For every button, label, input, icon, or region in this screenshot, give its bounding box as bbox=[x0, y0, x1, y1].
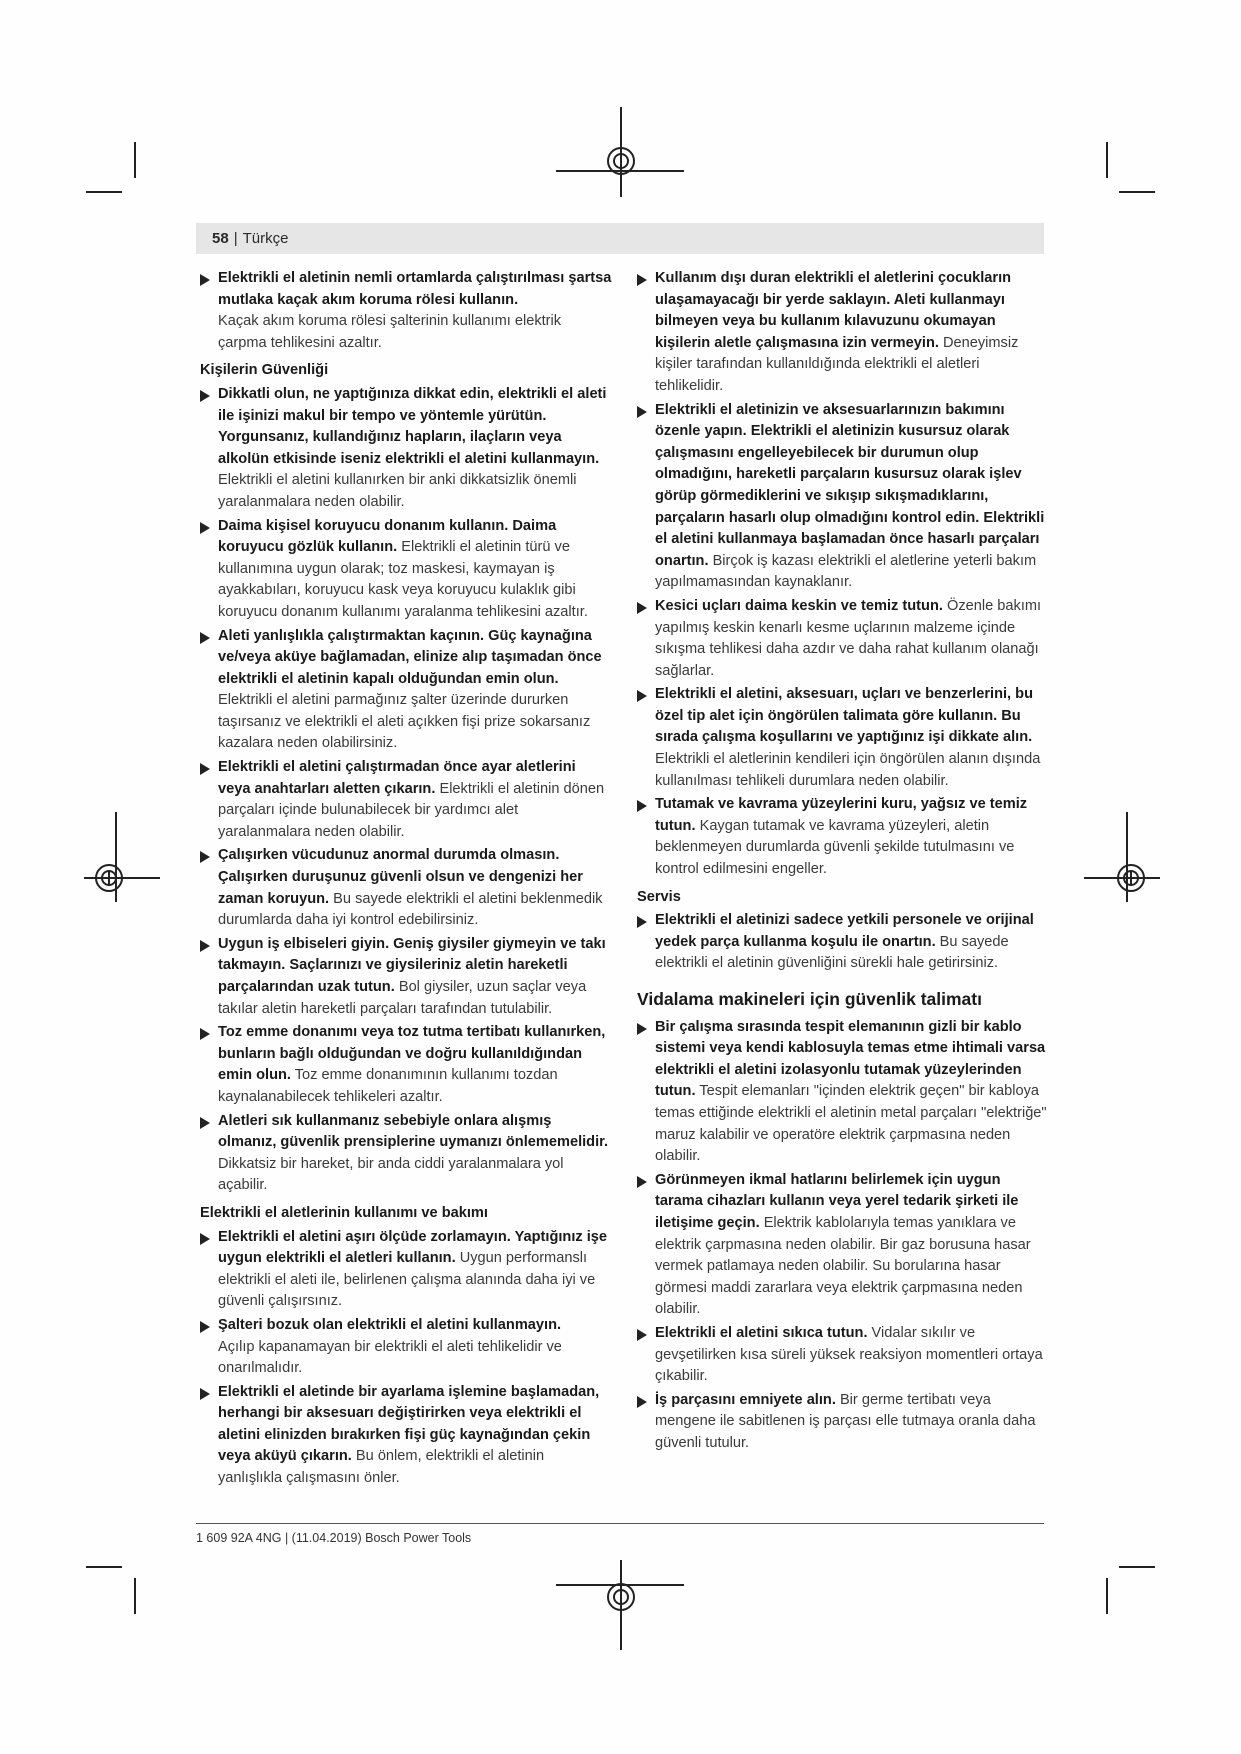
list-item bbox=[200, 626, 612, 756]
section-title-tool-use: Elektrikli el aletlerinin kullanımı ve bakımı bbox=[200, 1204, 488, 1221]
bullet-triangle-icon bbox=[200, 1321, 210, 1333]
crop-mark bbox=[86, 191, 122, 193]
explanation-text: Elektrikli el aletlerinin kendileri için öngörülen alanın dışında kullanılması tehlikeli durumlara neden olabilir. bbox=[655, 751, 1041, 789]
bullet-triangle-icon bbox=[637, 1396, 647, 1408]
bullet-triangle-icon bbox=[200, 851, 210, 863]
list-item bbox=[200, 384, 612, 514]
list-item bbox=[637, 794, 1051, 880]
explanation-text: Özenle bakımı yapılmış keskin kenarlı kesme uçlarının malzeme içinde sıkışma tehlikesi daha azdır ve daha rahat kullanım olanağı sağlarlar. bbox=[655, 597, 1042, 679]
warning-text: Elektrikli el aletini sıkıca tutun. bbox=[655, 1324, 868, 1341]
explanation-text: Elektrikli el aletinin dönen parçaları içinde bulunabilecek bir yardımcı alet yaralanmalara neden olabilir. bbox=[218, 780, 605, 840]
bullet-triangle-icon bbox=[637, 274, 647, 286]
warning-text: Aletleri sık kullanmanız sebebiyle onlara alışmış olmanız, güvenlik prensiplerine uymanızı önlememelidir. bbox=[218, 1112, 609, 1151]
bullet-triangle-icon bbox=[200, 1388, 210, 1400]
header-language: Türkçe bbox=[242, 230, 289, 247]
bullet-triangle-icon bbox=[637, 1023, 647, 1035]
bullet-triangle-icon bbox=[637, 406, 647, 418]
section-title-service: Servis bbox=[637, 888, 681, 905]
registration-mark-icon bbox=[95, 864, 123, 892]
explanation-text: Birçok iş kazası elektrikli el aletlerine yeterli bakım yapılmamasından kaynaklanır. bbox=[655, 552, 1037, 591]
section-title-screwdriver: Vidalama makineleri için güvenlik talimatı bbox=[637, 989, 982, 1009]
service-list bbox=[637, 910, 1051, 975]
bullet-triangle-icon bbox=[637, 1176, 647, 1188]
warning-text: Aleti yanlışlıkla çalıştırmaktan kaçının. Güç kaynağına ve/veya aküye bağlamadan, elinize alıp taşımadan önce elektrikli el aletinin kapalı olduğundan emin olun. bbox=[218, 627, 602, 687]
header-separator: | bbox=[233, 230, 238, 247]
warning-text: Toz emme donanımı veya toz tutma tertibatı kullanırken, bunların bağlı olduğundan ve doğru kullanıldığından emin olun. bbox=[218, 1024, 606, 1084]
list-item bbox=[637, 400, 1051, 594]
tool-care-list bbox=[637, 268, 1051, 881]
list-item bbox=[200, 1227, 612, 1313]
list-item bbox=[637, 1017, 1051, 1168]
intro-list bbox=[200, 268, 612, 354]
warning-text: Şalteri bozuk olan elektrikli el aletini kullanmayın. bbox=[218, 1316, 562, 1333]
warning-text: Bir çalışma sırasında tespit elemanının gizli bir kablo sistemi veya kendi kablosuyla temas etme ihtimali varsa elektrikli el aletini izolasyonlu tutamak yüzeylerinden tutun. bbox=[655, 1018, 1046, 1100]
list-item bbox=[637, 1170, 1051, 1321]
list-item bbox=[200, 516, 612, 624]
crop-mark bbox=[134, 142, 136, 178]
page-footer: 1 609 92A 4NG | (11.04.2019) Bosch Power Tools bbox=[196, 1531, 472, 1545]
explanation-text: Elektrikli el aletini parmağınız şalter üzerinde dururken taşırsanız ve elektrikli el aleti açıkken fişi prize sokarsanız kazalara neden olabilirsiniz. bbox=[218, 692, 591, 752]
explanation-text: Tespit elemanları "içinden elektrik geçen" bir kabloya temas ettiğinde elektrikli el aletinin metal parçaları "elektriğe" maruz kalabilir ve operatöre elektrik çarpmasına neden olabilir. bbox=[655, 1083, 1047, 1165]
warning-text: Elektrikli el aletini aşırı ölçüde zorlamayın. Yaptığınız işe uygun elektrikli el aletleri kullanın. bbox=[218, 1228, 608, 1267]
personal-safety-list bbox=[200, 384, 612, 1197]
warning-text: Uygun iş elbiseleri giyin. Geniş giysiler giymeyin ve takı takmayın. Saçlarınızı ve giysileriniz aletin hareketli parçalarından uzak tutun. bbox=[218, 935, 606, 995]
bullet-triangle-icon bbox=[200, 522, 210, 534]
list-item bbox=[637, 684, 1051, 792]
warning-text: Elektrikli el aletini çalıştırmadan önce ayar aletlerini veya anahtarları aletten çıkarın. bbox=[218, 759, 576, 797]
bullet-triangle-icon bbox=[200, 1117, 210, 1129]
explanation-text: Bu sayede elektrikli el aletini beklenmedik durumlarda daha iyi kontrol edebilirsiniz. bbox=[218, 890, 603, 929]
explanation-text: Kaçak akım koruma rölesi şalterinin kullanımı elektrik çarpma tehlikesini azaltır. bbox=[218, 313, 562, 351]
warning-text: Elektrikli el aletini, aksesuarı, uçları ve benzerlerini, bu özel tip alet için öngörülen talimata göre kullanın. Bu sırada çalışma koşullarını ve yaptığınız işi dikkate alın. bbox=[655, 686, 1033, 746]
list-item bbox=[200, 1315, 612, 1380]
explanation-text: Bu sayede elektrikli el aletinin güvenliğini sürekli hale getirirsiniz. bbox=[655, 933, 1009, 972]
registration-mark-icon bbox=[607, 147, 635, 175]
explanation-text: Bir germe tertibatı veya mengene ile sabitlenen iş parçası elle tutmaya oranla daha güvenli tutulur. bbox=[655, 1391, 1036, 1451]
explanation-text: Toz emme donanımının kullanımı tozdan kaynalanabilecek tehlikeleri azaltır. bbox=[218, 1067, 558, 1105]
bullet-triangle-icon bbox=[637, 800, 647, 812]
explanation-text: Uygun performanslı elektrikli el aleti ile, belirlenen çalışma alanında daha iyi ve güvenli çalışırsınız. bbox=[218, 1250, 596, 1310]
registration-mark-icon bbox=[607, 1583, 635, 1611]
bullet-triangle-icon bbox=[200, 632, 210, 644]
explanation-text: Açılıp kapanamayan bir elektrikli el aleti tehlikelidir ve onarılmalıdır. bbox=[218, 1338, 562, 1377]
warning-text: İş parçasını emniyete alın. bbox=[655, 1391, 836, 1408]
bullet-triangle-icon bbox=[200, 763, 210, 775]
bullet-triangle-icon bbox=[200, 940, 210, 952]
list-item bbox=[637, 268, 1051, 398]
list-item bbox=[200, 934, 612, 1020]
explanation-text: Elektrikli el aletini kullanırken bir anki dikkatsizlik önemli yaralanmalara neden olabilir. bbox=[218, 472, 577, 510]
bullet-triangle-icon bbox=[200, 1233, 210, 1245]
bullet-triangle-icon bbox=[637, 916, 647, 928]
list-item bbox=[200, 845, 612, 931]
crop-mark bbox=[1119, 191, 1155, 193]
list-item bbox=[200, 1022, 612, 1108]
warning-text: Çalışırken vücudunuz anormal durumda olmasın. Çalışırken duruşunuz güvenli olsun ve dengenizi her zaman koruyun. bbox=[218, 847, 583, 907]
bullet-triangle-icon bbox=[200, 390, 210, 402]
list-item bbox=[637, 1390, 1051, 1455]
bullet-triangle-icon bbox=[637, 690, 647, 702]
list-item bbox=[200, 1111, 612, 1197]
page-number: 58 bbox=[212, 230, 229, 247]
list-item bbox=[200, 757, 612, 843]
warning-text: Kullanım dışı duran elektrikli el aletlerini çocukların ulaşamayacağı bir yerde saklayın. Aleti kullanmayı bilmeyen veya bu kullanım kılavuzunu okumayan kişilerin aletle çalışmasına izin vermeyin. bbox=[655, 270, 1012, 351]
explanation-text: Elektrikli el aletinin türü ve kullanımına uygun olarak; toz maskesi, kaymayan iş ayakkabıları, koruyucu kask veya koruyucu kulaklık gibi koruyucu donanım kullanımı yaralanma tehlikesini azaltır. bbox=[218, 539, 588, 620]
footer-divider bbox=[196, 1523, 1044, 1524]
explanation-text: Elektrik kablolarıyla temas yanıklara ve elektrik çarpmasına neden olabilir. Bir gaz borusuna hasar vermek patlamaya neden olabilir. Su borularına hasar görmesi maddi zararlara veya elektrik çarpmasına neden olabilir. bbox=[655, 1214, 1031, 1318]
section-title-personal-safety: Kişilerin Güvenliği bbox=[200, 362, 329, 379]
crop-mark bbox=[1106, 142, 1108, 178]
bullet-triangle-icon bbox=[200, 274, 210, 286]
bullet-triangle-icon bbox=[200, 1028, 210, 1040]
crop-mark bbox=[134, 1578, 136, 1614]
crop-mark bbox=[1119, 1566, 1155, 1568]
warning-text: Kesici uçları daima keskin ve temiz tutun. bbox=[655, 597, 943, 614]
list-item bbox=[637, 910, 1051, 975]
warning-text: Daima kişisel koruyucu donanım kullanın. Daima koruyucu gözlük kullanın. bbox=[218, 517, 557, 556]
explanation-text: Bol giysiler, uzun saçlar veya takılar aletin hareketli parçaları tarafından tutulabilir. bbox=[218, 979, 587, 1017]
registration-mark-icon bbox=[1117, 864, 1145, 892]
explanation-text: Deneyimsiz kişiler tarafından kullanıldığında elektrikli el aletleri tehlikelidir. bbox=[655, 334, 1019, 394]
warning-text: Elektrikli el aletinin nemli ortamlarda çalıştırılması şartsa mutlaka kaçak akım koruma rölesi kullanın. bbox=[218, 270, 612, 308]
warning-text: Dikkatli olun, ne yaptığınıza dikkat edin, elektrikli el aleti ile işinizi makul bir tempo ve yöntemle yürütün. Yorgunsanız, kullandığınız hapların, ilaçların veya alkolün etkisinde iseniz elektrikli el aletini kullanmayın. bbox=[218, 385, 607, 467]
warning-text: Elektrikli el aletinizi sadece yetkili personele ve orijinal yedek parça kullanma koşulu ile onartın. bbox=[655, 912, 1034, 950]
page-header bbox=[196, 223, 1044, 254]
warning-text: Görünmeyen ikmal hatlarını belirlemek için uygun tarama cihazları kullanın veya yerel tedarik şirketi ile iletişime geçin. bbox=[655, 1171, 1019, 1231]
warning-text: Elektrikli el aletinde bir ayarlama işlemine başlamadan, herhangi bir aksesuarı değiştirirken veya elektrikli el aletini elinizden bırakırken fişi güç kaynağından çekin veya aküyü çıkarın. bbox=[218, 1383, 600, 1465]
crop-mark bbox=[86, 1566, 122, 1568]
warning-text: Elektrikli el aletinizin ve aksesuarlarınızın bakımını özenle yapın. Elektrikli el aletinizin kusursuz olarak çalışmasını engelleyebilecek bir durumun olup olmadığını, hareketli parçaların kusursuz olarak işlev görüp görmediklerini ve sıkışıp sıkışmadıklarını, parçaların hasarlı olup olmadığını kontrol edin. Elektrikli el aletini kullanmaya başlamadan önce hasarlı parçaları onartın. bbox=[655, 401, 1045, 569]
screwdriver-list bbox=[637, 1017, 1051, 1455]
explanation-text: Dikkatsiz bir hareket, bir anda ciddi yaralanmalara yol açabilir. bbox=[218, 1155, 564, 1194]
list-item bbox=[200, 268, 612, 354]
explanation-text: Vidalar sıkılır ve gevşetilirken kısa süreli yüksek reaksiyon momentleri ortaya çıkabilir. bbox=[655, 1324, 1043, 1385]
list-item bbox=[637, 596, 1051, 682]
warning-text: Tutamak ve kavrama yüzeylerini kuru, yağsız ve temiz tutun. bbox=[655, 796, 1028, 834]
crop-mark bbox=[1106, 1578, 1108, 1614]
list-item bbox=[200, 1382, 612, 1490]
tool-use-list bbox=[200, 1227, 612, 1490]
explanation-text: Kaygan tutamak ve kavrama yüzeyleri, aletin beklenmeyen durumlarda güvenli şekilde tutulmasını ve kontrol edilmesini engeller. bbox=[655, 817, 1015, 878]
explanation-text: Bu önlem, elektrikli el aletinin yanlışlıkla çalışmasını önler. bbox=[218, 1448, 545, 1487]
bullet-triangle-icon bbox=[637, 602, 647, 614]
bullet-triangle-icon bbox=[637, 1329, 647, 1341]
right-column bbox=[637, 268, 1051, 1456]
left-column bbox=[200, 268, 612, 1492]
list-item bbox=[637, 1323, 1051, 1388]
